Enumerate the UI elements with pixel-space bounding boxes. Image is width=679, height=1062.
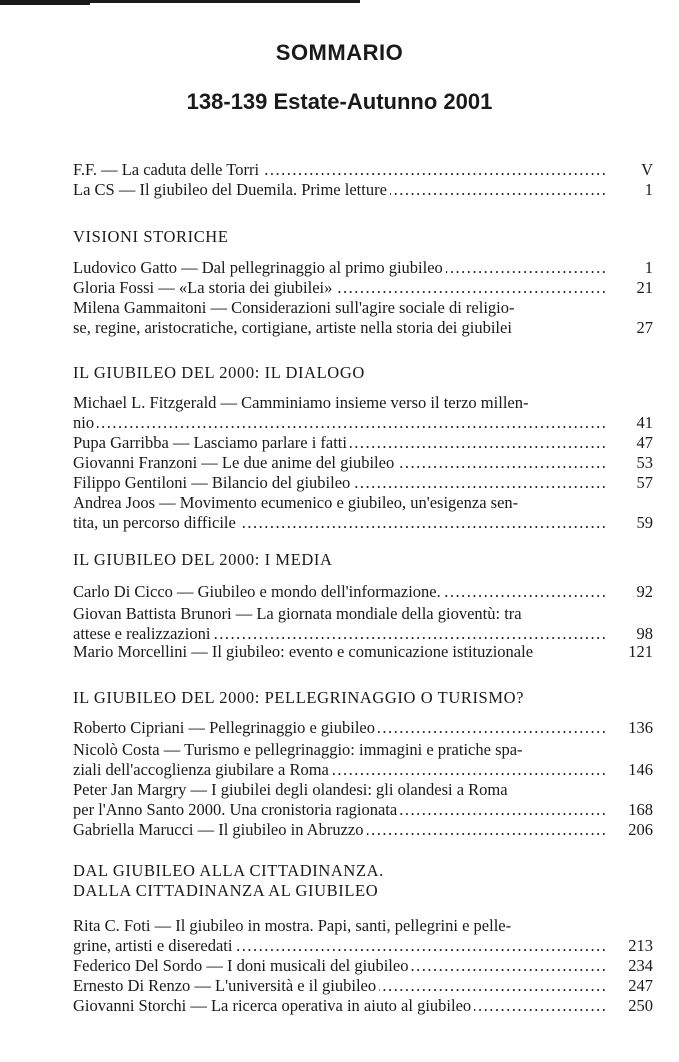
- toc-line: ..... La CS — Il giubileo del Duemila. Prime letture: [73, 180, 608, 200]
- toc-page-number: 136: [628, 718, 653, 737]
- toc-line: ..... F.F. — La caduta delle Torri: [73, 160, 608, 180]
- toc-page-number: 121: [628, 642, 653, 661]
- toc-page-number: 53: [636, 453, 653, 472]
- toc-page-number: 1: [644, 258, 653, 277]
- toc-line: ..... Giovanni Franzoni — Le due anime del giubileo: [73, 453, 608, 473]
- toc-page-number: 213: [628, 936, 653, 955]
- toc-page-number: 146: [628, 760, 653, 779]
- toc-line: ..... Carlo Di Cicco — Giubileo e mondo dell'informazione.: [73, 582, 608, 602]
- toc-line: Michael L. Fitzgerald — Camminiamo insieme verso il terzo millen-: [73, 393, 529, 412]
- toc-page-number: 250: [628, 996, 653, 1015]
- toc-page-number: 47: [636, 433, 653, 452]
- toc-page-number: 168: [628, 800, 653, 819]
- section-heading: VISIONI STORICHE: [73, 227, 229, 246]
- toc-line: ..... per l'Anno Santo 2000. Una cronistoria ragionata: [73, 800, 608, 820]
- issue-title: 138-139 Estate-Autunno 2001: [186, 89, 493, 114]
- toc-page-number: 57: [636, 473, 653, 492]
- toc-page-number: 41: [636, 413, 653, 432]
- toc-line: ..... Federico Del Sordo — I doni musicali del giubileo: [73, 956, 608, 976]
- toc-line: ..... Ludovico Gatto — Dal pellegrinaggio al primo giubileo: [73, 258, 608, 278]
- toc-line: ..... Gloria Fossi — «La storia dei giubilei»: [73, 278, 608, 298]
- scan-edge-mark: [0, 3, 90, 5]
- toc-line: Mario Morcellini — Il giubileo: evento e comunicazione istituzionale: [73, 642, 534, 661]
- toc-line: ..... nio: [73, 413, 608, 433]
- toc-line: ..... grine, artisti e diseredati: [73, 936, 608, 956]
- toc-page-number: 206: [628, 820, 653, 839]
- toc-line: Giovan Battista Brunori — La giornata mondiale della gioventù: tra: [73, 604, 522, 623]
- toc-page-number: 21: [636, 278, 653, 297]
- section-heading: DAL GIUBILEO ALLA CITTADINANZA.: [73, 861, 384, 880]
- toc-line: ..... ziali dell'accoglienza giubilare a Roma: [73, 760, 608, 780]
- section-heading: IL GIUBILEO DEL 2000: I MEDIA: [73, 550, 333, 569]
- toc-line: Milena Gammaitoni — Considerazioni sull'agire sociale di religio-: [73, 298, 515, 317]
- toc-line: ..... tita, un percorso difficile: [73, 513, 608, 533]
- section-heading: IL GIUBILEO DEL 2000: IL DIALOGO: [73, 363, 365, 382]
- toc-page-number: 1: [644, 180, 653, 199]
- toc-line: ..... Gabriella Marucci — Il giubileo in Abruzzo: [73, 820, 608, 840]
- toc-line: Andrea Joos — Movimento ecumenico e giubileo, un'esigenza sen-: [73, 493, 519, 512]
- toc-page-number: 247: [628, 976, 653, 995]
- toc-page-number: 92: [636, 582, 653, 601]
- toc-line: ..... Pupa Garribba — Lasciamo parlare i fatti: [73, 433, 608, 453]
- section-heading: IL GIUBILEO DEL 2000: PELLEGRINAGGIO O TURISMO?: [73, 688, 525, 707]
- toc-line: Peter Jan Margry — I giubilei degli olandesi: gli olandesi a Roma: [73, 780, 508, 799]
- toc-page-number: 98: [636, 624, 653, 643]
- toc-page-number: 27: [636, 318, 653, 337]
- toc-line: Nicolò Costa — Turismo e pellegrinaggio: immagini e pratiche spa-: [73, 740, 523, 759]
- toc-line: se, regine, aristocratiche, cortigiane, artiste nella storia dei giubilei: [73, 318, 512, 337]
- toc-page-number: V: [641, 160, 653, 179]
- section-heading: DALLA CITTADINANZA AL GIUBILEO: [73, 881, 379, 900]
- toc-line: ..... Roberto Cipriani — Pellegrinaggio e giubileo: [73, 718, 608, 738]
- toc-line: Rita C. Foti — Il giubileo in mostra. Papi, santi, pellegrini e pelle-: [73, 916, 512, 935]
- toc-line: ..... Filippo Gentiloni — Bilancio del giubileo: [73, 473, 608, 493]
- toc-line: ..... Giovanni Storchi — La ricerca operativa in aiuto al giubileo: [73, 996, 608, 1016]
- toc-line: ..... Ernesto Di Renzo — L'università e il giubileo: [73, 976, 608, 996]
- toc-page-number: 234: [628, 956, 653, 975]
- toc-page-number: 59: [636, 513, 653, 532]
- page-title: SOMMARIO: [275, 40, 404, 65]
- toc-line: ..... attese e realizzazioni: [73, 624, 608, 644]
